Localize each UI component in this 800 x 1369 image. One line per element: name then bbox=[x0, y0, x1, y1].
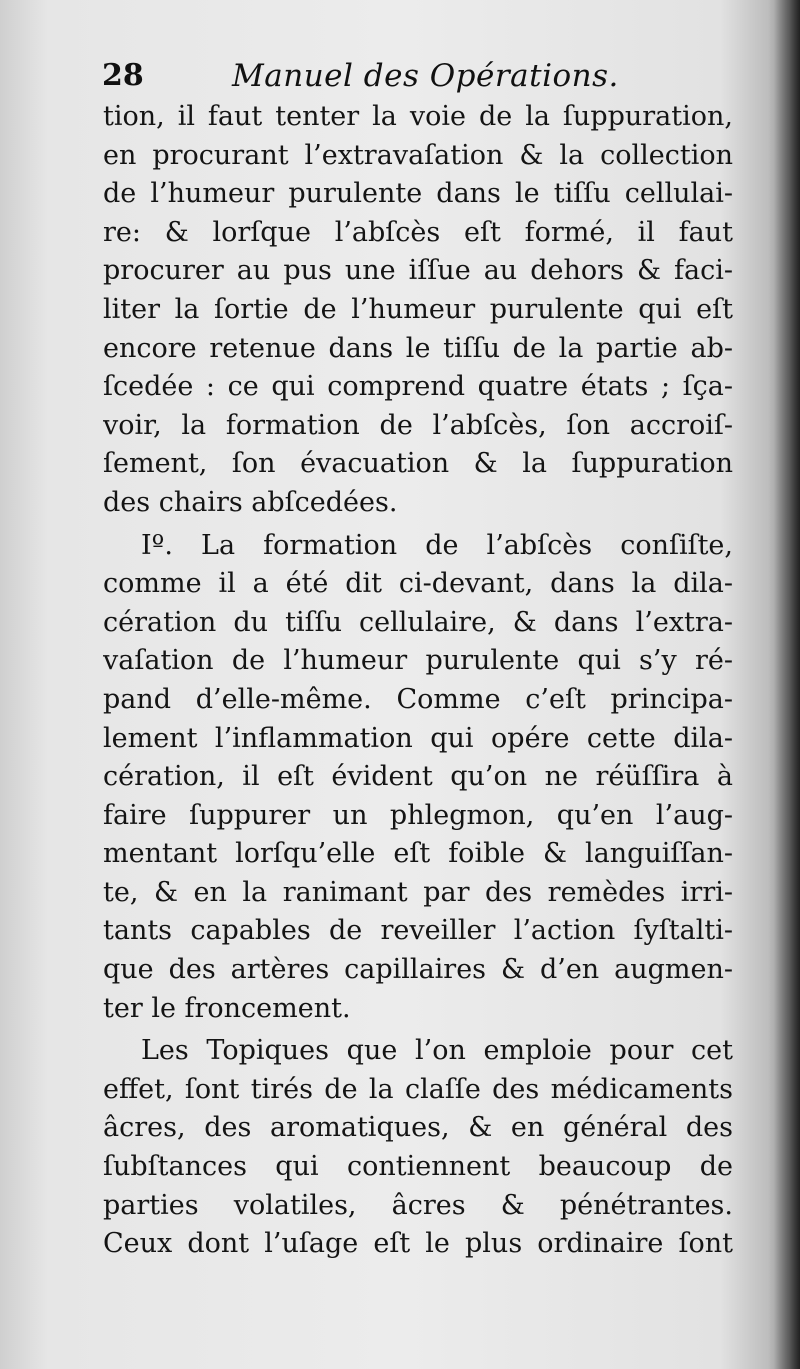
text-line: tants capables de reveiller l’action ſyſtalti- bbox=[103, 915, 733, 947]
text-line: parties volatiles, âcres & pénétrantes. bbox=[103, 1189, 733, 1221]
text-line: Ceux dont l’uſage eſt le plus ordinaire ſont bbox=[103, 1228, 733, 1260]
text-line: que des artères capillaires & d’en augmen- bbox=[103, 954, 733, 986]
text-line: lement l’inflammation qui opére cette dila- bbox=[103, 722, 733, 754]
text-line: comme il a été dit ci-devant, dans la dila- bbox=[103, 568, 733, 600]
body-text bbox=[103, 98, 733, 1264]
text-line: procurer au pus une iſſue au dehors & faci- bbox=[103, 255, 733, 287]
text-line: cération du tiſſu cellulaire, & dans l’extra- bbox=[103, 606, 733, 638]
text-line: de l’humeur purulente dans le tiſſu cellulai- bbox=[103, 178, 733, 210]
text-line: en procurant l’extravaſation & la collection bbox=[103, 139, 733, 171]
page-edge-shadow bbox=[774, 0, 800, 1369]
text-line: vaſation de l’humeur purulente qui s’y ré- bbox=[103, 645, 733, 677]
text-line: des chairs abſcedées. bbox=[103, 486, 398, 518]
text-line: re: & lorſque l’abſcès eſt formé, il faut bbox=[103, 216, 733, 248]
text-line: pand d’elle-même. Comme c’eſt principa- bbox=[103, 683, 733, 715]
text-line: âcres, des aromatiques, & en général des bbox=[103, 1112, 733, 1144]
text-line: Les Topiques que l’on emploie pour cet bbox=[141, 1035, 733, 1067]
text-line: tion, il faut tenter la voie de la ſuppuration, bbox=[103, 101, 733, 132]
text-line: encore retenue dans le tiſſu de la partie ab- bbox=[103, 332, 733, 364]
text-line: ſcedée : ce qui comprend quatre états ; ſça- bbox=[103, 371, 733, 403]
text-line: liter la ſortie de l’humeur purulente qui eſt bbox=[103, 293, 733, 325]
page-number: 28 bbox=[102, 58, 144, 93]
text-line: te, & en la ranimant par des remèdes irri- bbox=[103, 876, 733, 908]
text-line: ſement, ſon évacuation & la ſuppuration bbox=[103, 448, 733, 480]
running-head: Manuel des Opérations. bbox=[232, 58, 619, 94]
text-line: effet, ſont tirés de la claſſe des médicaments bbox=[103, 1073, 733, 1105]
text-line: ſubſtances qui contiennent beaucoup de bbox=[103, 1151, 733, 1183]
text-line: cération, il eſt évident qu’on ne réüſſira à bbox=[103, 761, 733, 793]
text-line: voir, la formation de l’abſcès, ſon accroiſ- bbox=[103, 409, 733, 441]
text-line: mentant lorſqu’elle eſt foible & languiſſan- bbox=[103, 838, 733, 870]
text-line: ter le froncement. bbox=[103, 992, 351, 1024]
text-line: faire ſuppurer un phlegmon, qu’en l’aug- bbox=[103, 799, 733, 831]
text-line: Iº. La formation de l’abſcès conſiſte, bbox=[141, 529, 733, 561]
